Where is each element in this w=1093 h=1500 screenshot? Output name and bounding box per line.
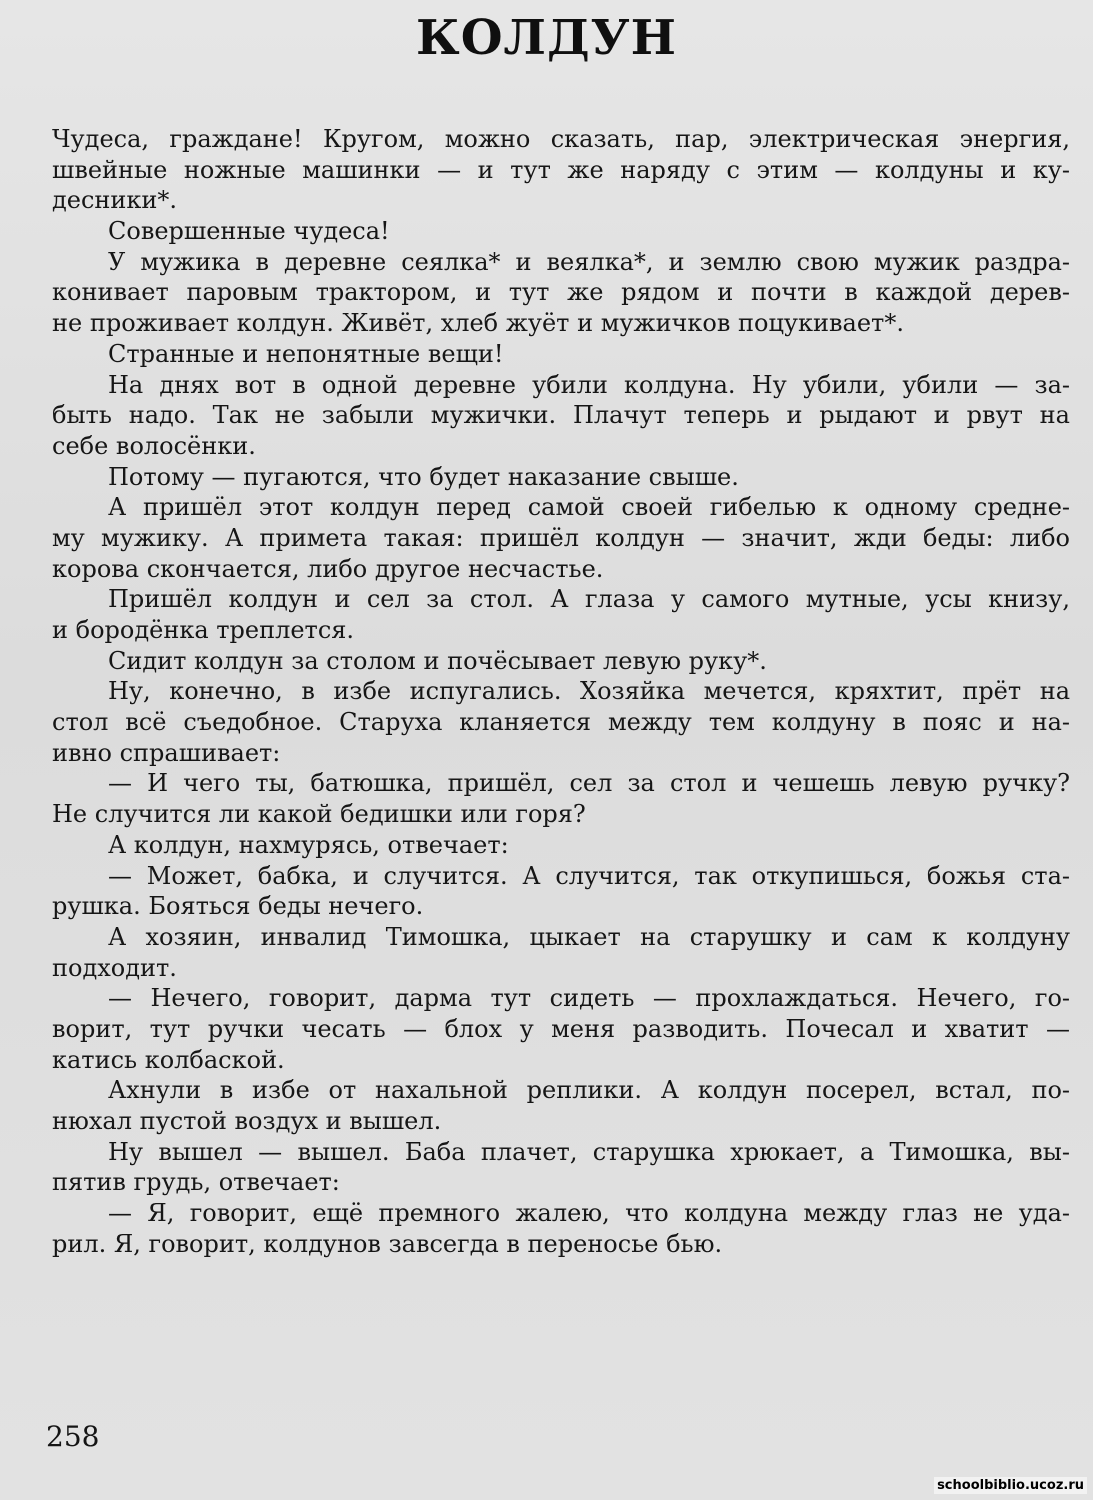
text-line: Сидит колдун за столом и почёсывает левую руку*.: [108, 646, 767, 675]
text-line: быть надо. Так не забыли мужички. Плачут теперь и рыдают и рвут на: [52, 401, 1070, 430]
site-watermark: schoolbiblio.ucoz.ru: [934, 1477, 1087, 1494]
text-line: Пришёл колдун и сел за стол. А глаза у самого мутные, усы книзу,: [108, 585, 1070, 614]
text-line: Ну, конечно, в избе испугались. Хозяйка мечется, кряхтит, прёт на: [108, 677, 1070, 706]
text-line: Потому — пугаются, что будет наказание свыше.: [108, 462, 739, 491]
text-line: Ну вышел — вышел. Баба плачет, старушка хрюкает, а Тимошка, вы-: [108, 1137, 1070, 1166]
page-number: 258: [46, 1420, 100, 1453]
text-line: У мужика в деревне сеялка* и веялка*, и землю свою мужик раздра-: [108, 247, 1070, 276]
text-line: — Нечего, говорит, дарма тут сидеть — прохлаждаться. Нечего, го-: [108, 984, 1070, 1013]
text-line: Не случится ли какой бедишки или горя?: [52, 800, 586, 829]
story-text: [52, 124, 1070, 1259]
text-line: конивает паровым трактором, и тут же рядом и почти в каждой дерев-: [52, 278, 1070, 307]
text-line: себе волосёнки.: [52, 431, 256, 460]
text-line: швейные ножные машинки — и тут же наряду с этим — колдуны и ку-: [52, 155, 1070, 184]
text-line: — Может, бабка, и случится. А случится, так откупишься, божья ста-: [108, 861, 1070, 890]
text-line: — И чего ты, батюшка, пришёл, сел за стол и чешешь левую ручку?: [108, 769, 1070, 798]
text-line: — Я, говорит, ещё премного жалею, что колдуна между глаз не уда-: [108, 1199, 1070, 1228]
text-line: нюхал пустой воздух и вышел.: [52, 1107, 442, 1135]
text-line: и бородёнка треплется.: [52, 616, 355, 644]
text-line: рил. Я, говорит, колдунов завсегда в переносье бью.: [52, 1229, 723, 1258]
text-line: ворит, тут ручки чесать — блох у меня разводить. Почесал и хватит —: [52, 1014, 1070, 1043]
text-line: А пришёл этот колдун перед самой своей гибелью к одному средне-: [108, 493, 1070, 522]
text-line: Совершенные чудеса!: [108, 217, 390, 246]
text-line: рушка. Бояться беды нечего.: [52, 892, 424, 921]
text-line: корова скончается, либо другое несчастье.: [52, 554, 604, 583]
text-line: пятив грудь, отвечает:: [52, 1168, 340, 1197]
text-line: му мужику. А примета такая: пришёл колдун — значит, жди беды: либо: [52, 523, 1070, 552]
text-line: стол всё съедобное. Старуха кланяется между тем колдуну в пояс и на-: [52, 708, 1070, 737]
text-line: катись колбаской.: [52, 1045, 285, 1074]
text-line: десники*.: [52, 186, 178, 215]
story-title: КОЛДУН: [416, 10, 677, 66]
text-line: Ахнули в избе от нахальной реплики. А колдун посерел, встал, по-: [108, 1076, 1070, 1105]
text-line: Чудеса, граждане! Кругом, можно сказать, пар, электрическая энергия,: [52, 125, 1070, 153]
text-line: Странные и непонятные вещи!: [108, 339, 504, 368]
text-line: А колдун, нахмурясь, отвечает:: [108, 830, 509, 859]
text-line: А хозяин, инвалид Тимошка, цыкает на старушку и сам к колдуну: [108, 922, 1070, 951]
text-line: На днях вот в одной деревне убили колдуна. Ну убили, убили — за-: [108, 370, 1070, 399]
text-line: подходит.: [52, 953, 177, 982]
text-line: ивно спрашивает:: [52, 738, 281, 767]
text-line: не проживает колдун. Живёт, хлеб жуёт и мужичков поцукивает*.: [52, 309, 904, 338]
